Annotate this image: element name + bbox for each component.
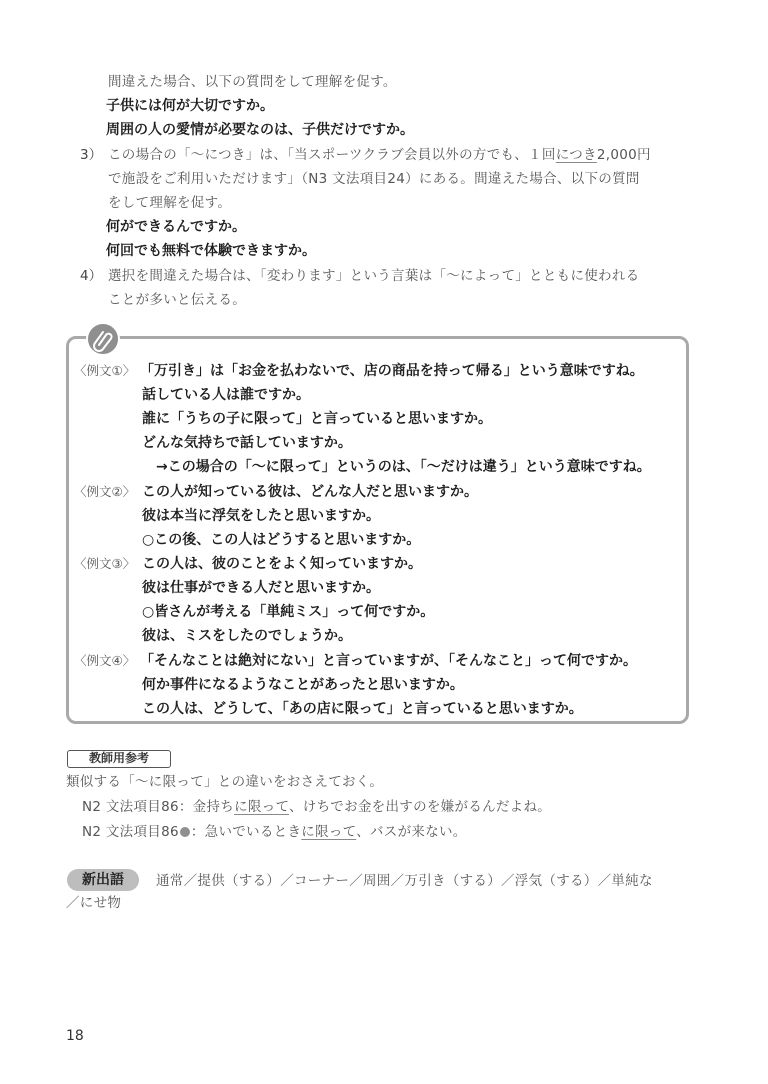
new-vocabulary-badge: 新出語: [67, 869, 139, 891]
example-3-line-3: ○皆さんが考える「単純ミス」って何ですか。: [142, 604, 435, 620]
item-3-question-2: 何回でも無料で体験できますか。: [106, 243, 316, 259]
reference-line-2: N2 文法項目86：金持ちに限って、けちでお金を出すのを嫌がるんだよね。: [82, 799, 552, 815]
example-3-line-2: 彼は仕事ができる人だと思いますか。: [142, 580, 380, 596]
example-1-line-3: 誰に「うちの子に限って」と言っていると思いますか。: [142, 411, 492, 427]
example-4-line-3: この人は、どうして、「あの店に限って」と言っていると思いますか。: [142, 701, 583, 717]
paperclip-icon: [86, 322, 120, 356]
vocabulary-line-1: 通常／提供（する）／コーナー／周囲／万引き（する）／浮気（する）／単純な: [156, 873, 653, 889]
paperclip-icon: [180, 827, 190, 837]
item-3-number: 3）: [80, 147, 103, 163]
example-4-line-1: 「そんなことは絶対にない」と言っていますが、「そんなこと」って何ですか。: [140, 653, 637, 669]
example-2-line-2: 彼は本当に浮気をしたと思いますか。: [142, 508, 380, 524]
example-2-line-3: ○この後、この人はどうすると思いますか。: [142, 532, 421, 548]
vocabulary-line-2: ／にせ物: [66, 895, 122, 911]
question-1: 子供には何が大切ですか。: [106, 98, 274, 114]
example-1-line-4: どんな気持ちで話していますか。: [142, 435, 352, 451]
example-2-line-1: この人が知っている彼は、どんな人だと思いますか。: [142, 484, 478, 500]
underlined-phrase: に限って: [234, 799, 289, 815]
underlined-phrase: に限って: [301, 824, 357, 840]
item-4-line-2: ことが多いと伝える。: [108, 292, 246, 308]
item-4-number: 4）: [80, 268, 103, 284]
example-1-line-1: 「万引き」は「お金を払わないで、店の商品を持って帰る」という意味ですね。: [140, 363, 644, 379]
item-3-line-3: をして理解を促す。: [108, 195, 232, 211]
example-3-line-4: 彼は、ミスをしたのでしょうか。: [142, 628, 352, 644]
reference-line-1: 類似する「～に限って」との違いをおさえておく。: [66, 774, 384, 790]
item-4-line-1: 選択を間違えた場合は、「変わります」という言葉は「～によって」とともに使われる: [108, 268, 640, 284]
example-1-label: 〈例文①〉: [74, 363, 136, 378]
example-3-label: 〈例文③〉: [74, 556, 136, 571]
example-2-label: 〈例文②〉: [74, 484, 136, 499]
example-3-line-1: この人は、彼のことをよく知っていますか。: [142, 556, 422, 572]
teacher-reference-badge: 教師用参考: [67, 750, 171, 768]
intro-text: 間違えた場合、以下の質問をして理解を促す。: [108, 74, 397, 90]
item-3-line-2: で施設をご利用いただけます」（N3 文法項目24）にある。間違えた場合、以下の質問: [108, 171, 640, 187]
example-1-line-5: →この場合の「～に限って」というのは、「～だけは違う」という意味ですね。: [156, 459, 651, 475]
example-4-line-2: 何か事件になるようなことがあったと思いますか。: [142, 677, 464, 693]
reference-line-3: N2 文法項目86 ：急いでいるときに限って、バスが来ない。: [82, 824, 467, 840]
item-3-line-1: この場合の「～につき」は、「当スポーツクラブ会員以外の方でも、１回につき2,000円: [108, 147, 651, 163]
question-2: 周囲の人の愛情が必要なのは、子供だけですか。: [106, 122, 414, 138]
example-4-label: 〈例文④〉: [74, 653, 136, 668]
underlined-phrase: につき: [555, 147, 597, 163]
example-1-line-2: 話している人は誰ですか。: [142, 387, 310, 403]
item-3-question-1: 何ができるんですか。: [106, 219, 246, 235]
page-number: 18: [66, 1028, 84, 1044]
